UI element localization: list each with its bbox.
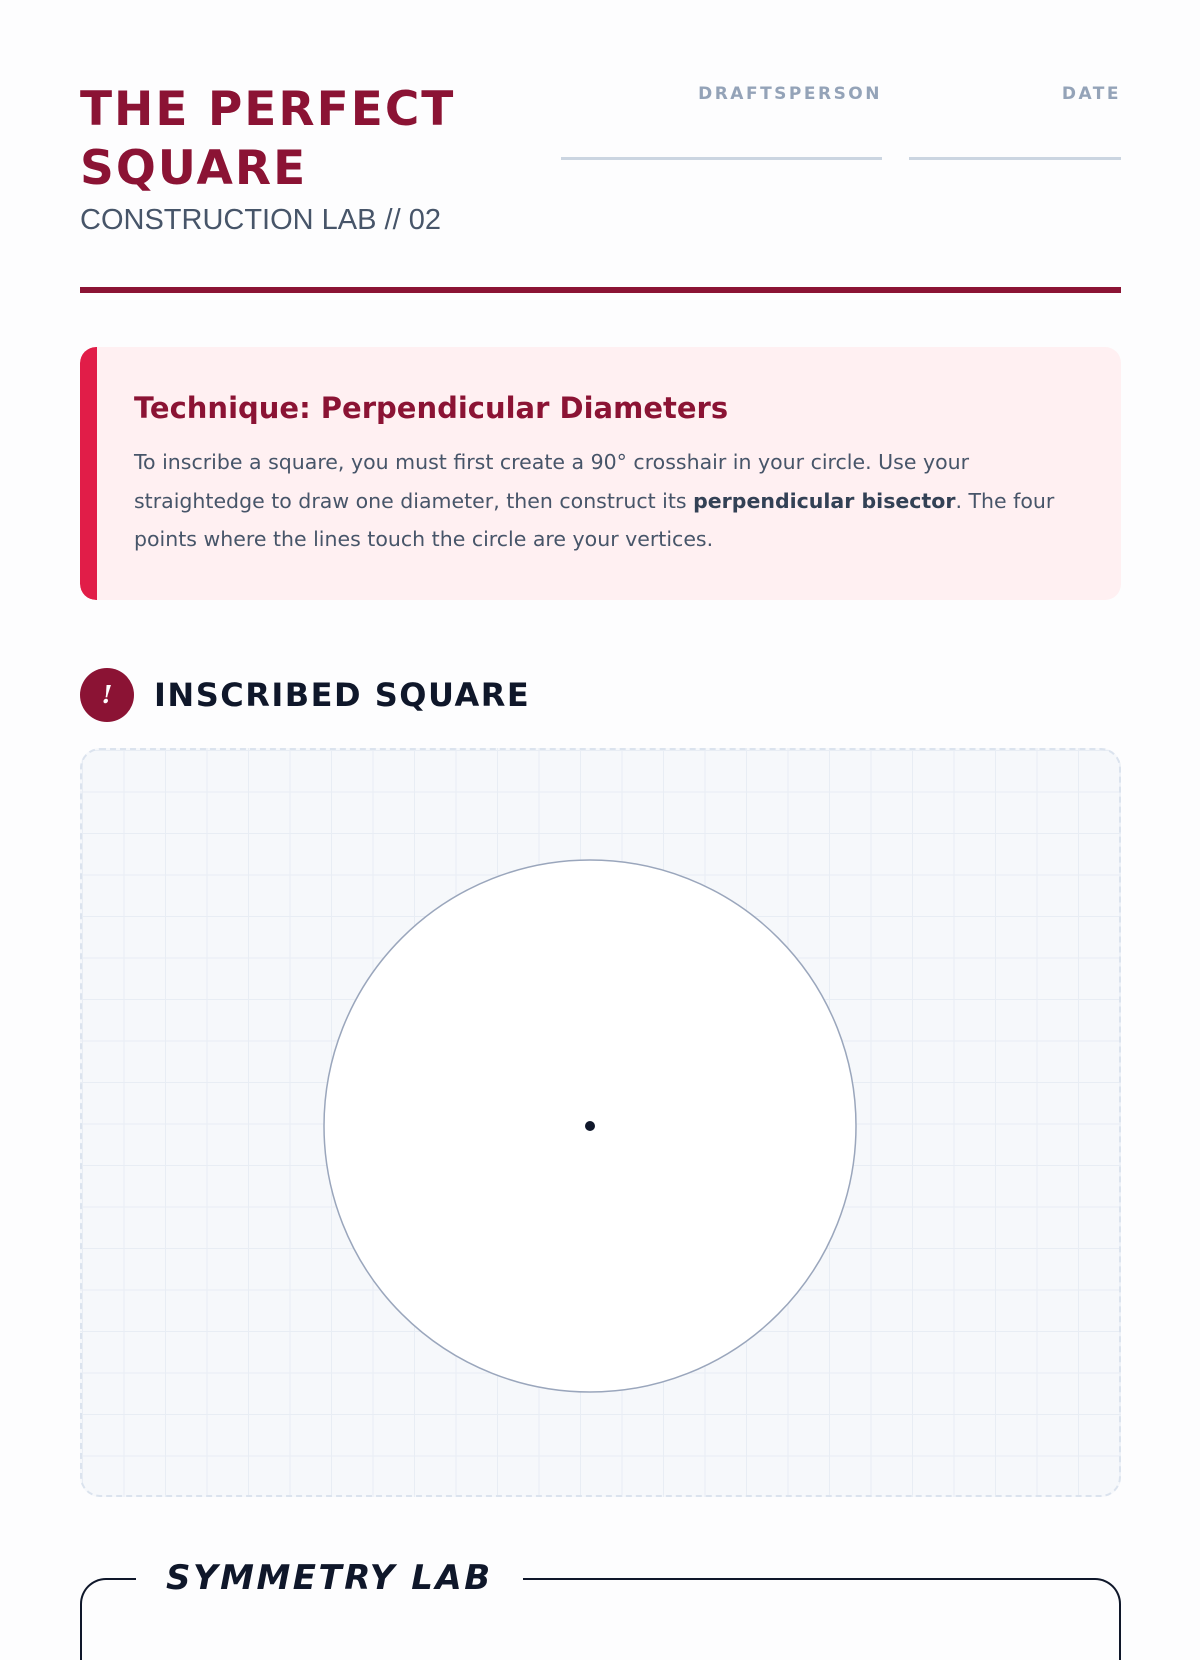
- date-line: [909, 157, 1121, 160]
- callout-title: Technique: Perpendicular Diameters: [134, 391, 729, 425]
- draftsperson-field[interactable]: [561, 80, 882, 160]
- callout-body-emphasis: perpendicular bisector: [693, 488, 956, 513]
- alert-icon: !: [80, 668, 134, 722]
- callout-body-text: To inscribe a square, you must first create a 90° crosshair in your circle. Use your straightedge to draw one diameter, then construct its: [134, 450, 970, 513]
- worksheet-page: [80, 0, 1121, 1600]
- callout-accent-bar: [80, 347, 97, 600]
- section-heading: [80, 668, 680, 722]
- draftsperson-label: DRAFTSPERSON: [698, 84, 882, 104]
- technique-callout: [80, 347, 1121, 600]
- date-label: DATE: [1061, 84, 1121, 104]
- drawing-canvas[interactable]: [80, 748, 1121, 1497]
- callout-body-text-end: . The four points where the lines touch the circle are your vertices.: [134, 488, 1055, 551]
- page-subtitle: CONSTRUCTION LAB // 02: [80, 204, 441, 236]
- header-divider: [80, 287, 1121, 293]
- center-point: [585, 1121, 595, 1131]
- date-field[interactable]: [909, 80, 1121, 160]
- construction-svg: [82, 750, 1119, 1495]
- symmetry-lab-title: SYMMETRY LAB: [136, 1556, 523, 1600]
- worksheet-header: [80, 80, 1121, 295]
- page-title: THE PERFECT SQUARE: [80, 82, 456, 196]
- draftsperson-line: [561, 157, 882, 160]
- section-title: INSCRIBED SQUARE: [154, 676, 531, 714]
- callout-body: [134, 443, 1064, 559]
